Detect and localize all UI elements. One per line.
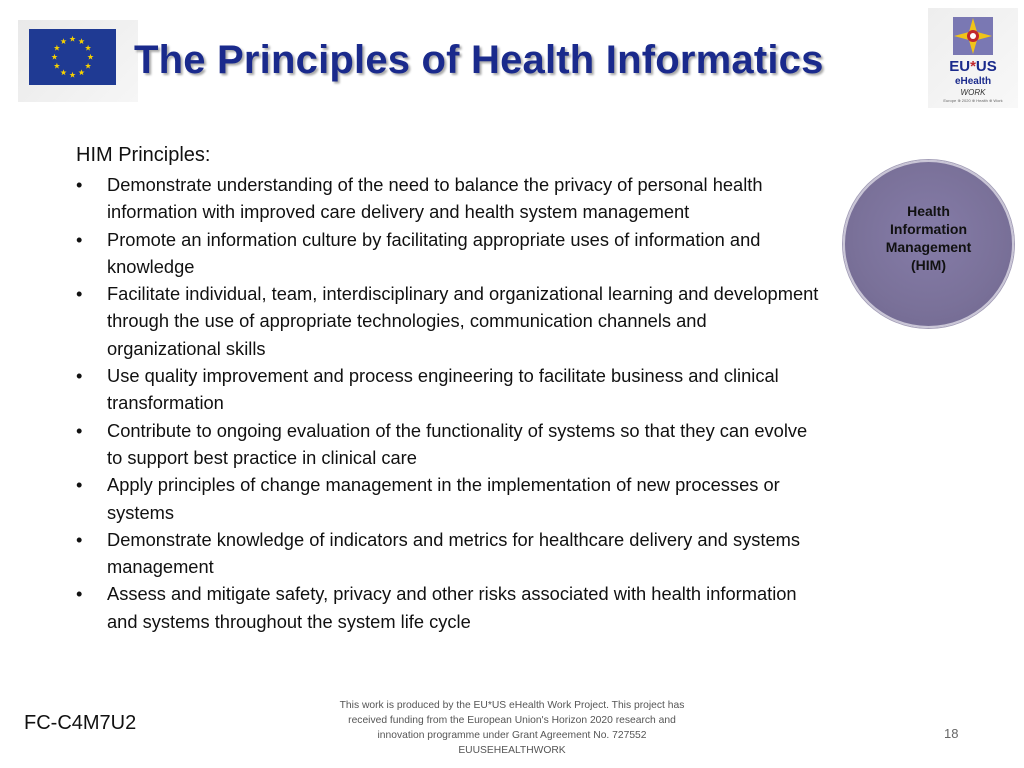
slide-code: FC-C4M7U2: [24, 712, 137, 734]
list-item: [76, 280, 821, 362]
list-item-text: Contribute to ongoing evaluation of the functionality of systems so that they can evolve to support best practice in clinical care: [107, 419, 808, 468]
list-item-text: Facilitate individual, team, interdisciplinary and organizational learning and development through the use of appropriate technologies, communication channels and organizational skills: [107, 283, 819, 359]
bullet-icon: •: [76, 228, 83, 250]
list-item: [76, 226, 821, 281]
list-item: [76, 417, 821, 472]
list-item-text: Promote an information culture by facilitating appropriate uses of information and knowledge: [107, 228, 761, 277]
list-item: [76, 526, 821, 581]
bullet-icon: •: [76, 174, 83, 195]
eu-us-ehealth-work-logo: [928, 8, 1018, 108]
logo-eu-us-text: EU*US: [949, 58, 997, 75]
him-circle: [843, 160, 1014, 328]
principles-list: [76, 171, 821, 635]
eu-flag-logo: [18, 20, 138, 102]
funding-footer: This work is produced by the EU*US eHealth Work Project. This project has received funding from the European Union's Horizon 2020 research and innovation programme under Grant Agreement No. 727552 EUUSEHEALTHWORK: [339, 700, 685, 756]
eu-flag-icon: [29, 29, 116, 85]
list-item-text: Demonstrate understanding of the need to balance the privacy of personal health information with improved care delivery and health system management: [107, 174, 763, 223]
page-number: 18: [944, 726, 959, 741]
him-label: Health Information Management (HIM): [885, 203, 972, 273]
list-item-text: Demonstrate knowledge of indicators and metrics for healthcare delivery and systems management: [107, 528, 800, 578]
compass-star-icon: [952, 16, 994, 56]
list-item-text: Assess and mitigate safety, privacy and other risks associated with health information and systems throughout the system life cycle: [107, 583, 797, 632]
page-title: The Principles of Health Informatics: [134, 38, 824, 82]
principles-section: [76, 142, 821, 635]
bullet-icon: •: [76, 474, 83, 496]
bullet-icon: •: [76, 528, 83, 550]
list-item: [76, 362, 821, 417]
list-item-text: Use quality improvement and process engineering to facilitate business and clinical transformation: [107, 365, 779, 414]
section-heading: HIM Principles:: [76, 144, 211, 166]
bullet-icon: •: [76, 419, 83, 441]
list-item: [76, 580, 821, 635]
logo-ehealth-text: eHealth: [954, 76, 992, 87]
bullet-icon: •: [76, 365, 83, 387]
logo-tagline: Europe ⊕ 2020 ⊕ Health ⊕ Work: [943, 98, 1003, 103]
bullet-icon: •: [76, 283, 83, 305]
list-item: [76, 171, 821, 226]
logo-work-text: WORK: [960, 88, 986, 97]
list-item: [76, 471, 821, 526]
bullet-icon: •: [76, 583, 83, 605]
list-item-text: Apply principles of change management in the implementation of new processes or systems: [107, 474, 780, 523]
